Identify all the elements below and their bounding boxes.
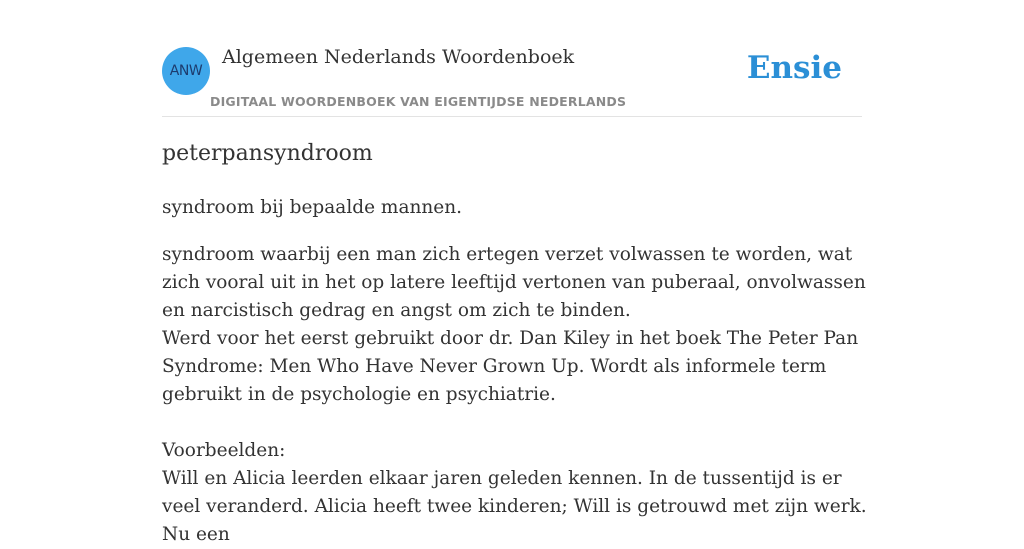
- anw-logo-text: ANW: [169, 63, 203, 79]
- examples-label: Voorbeelden:: [162, 440, 286, 461]
- site-subtitle: DIGITAAL WOORDENBOEK VAN EIGENTIJDSE NEDERLANDS: [210, 94, 627, 109]
- entry-term: peterpansyndroom: [162, 141, 373, 166]
- entry-content: [162, 138, 867, 549]
- ensie-brand-logo[interactable]: Ensie: [746, 50, 842, 86]
- anw-logo[interactable]: [162, 47, 210, 95]
- example-text: Will en Alicia leerden elkaar jaren geleden kennen. In de tussentijd is er veel veranderd. Alicia heeft twee kinderen; Will is getrouwd met zijn werk. Nu een: [162, 468, 867, 545]
- definition-paragraph: Werd voor het eerst gebruikt door dr. Dan Kiley in het boek The Peter Pan Syndrome: Men Who Have Never Grown Up. Wordt als informele term gebruikt in de psychologie en psychiatrie.: [162, 328, 859, 405]
- definition-paragraph: syndroom waarbij een man zich ertegen verzet volwassen te worden, wat zich vooral uit in het op latere leeftijd vertonen van puberaal, onvolwassen en narcistisch gedrag en angst om zich te binden.: [162, 244, 866, 321]
- long-definition: [162, 241, 867, 549]
- site-title[interactable]: Algemeen Nederlands Woordenboek: [222, 46, 575, 68]
- short-definition: syndroom bij bepaalde mannen.: [162, 197, 463, 218]
- paragraph-spacer: [162, 409, 867, 437]
- site-header: [162, 40, 862, 117]
